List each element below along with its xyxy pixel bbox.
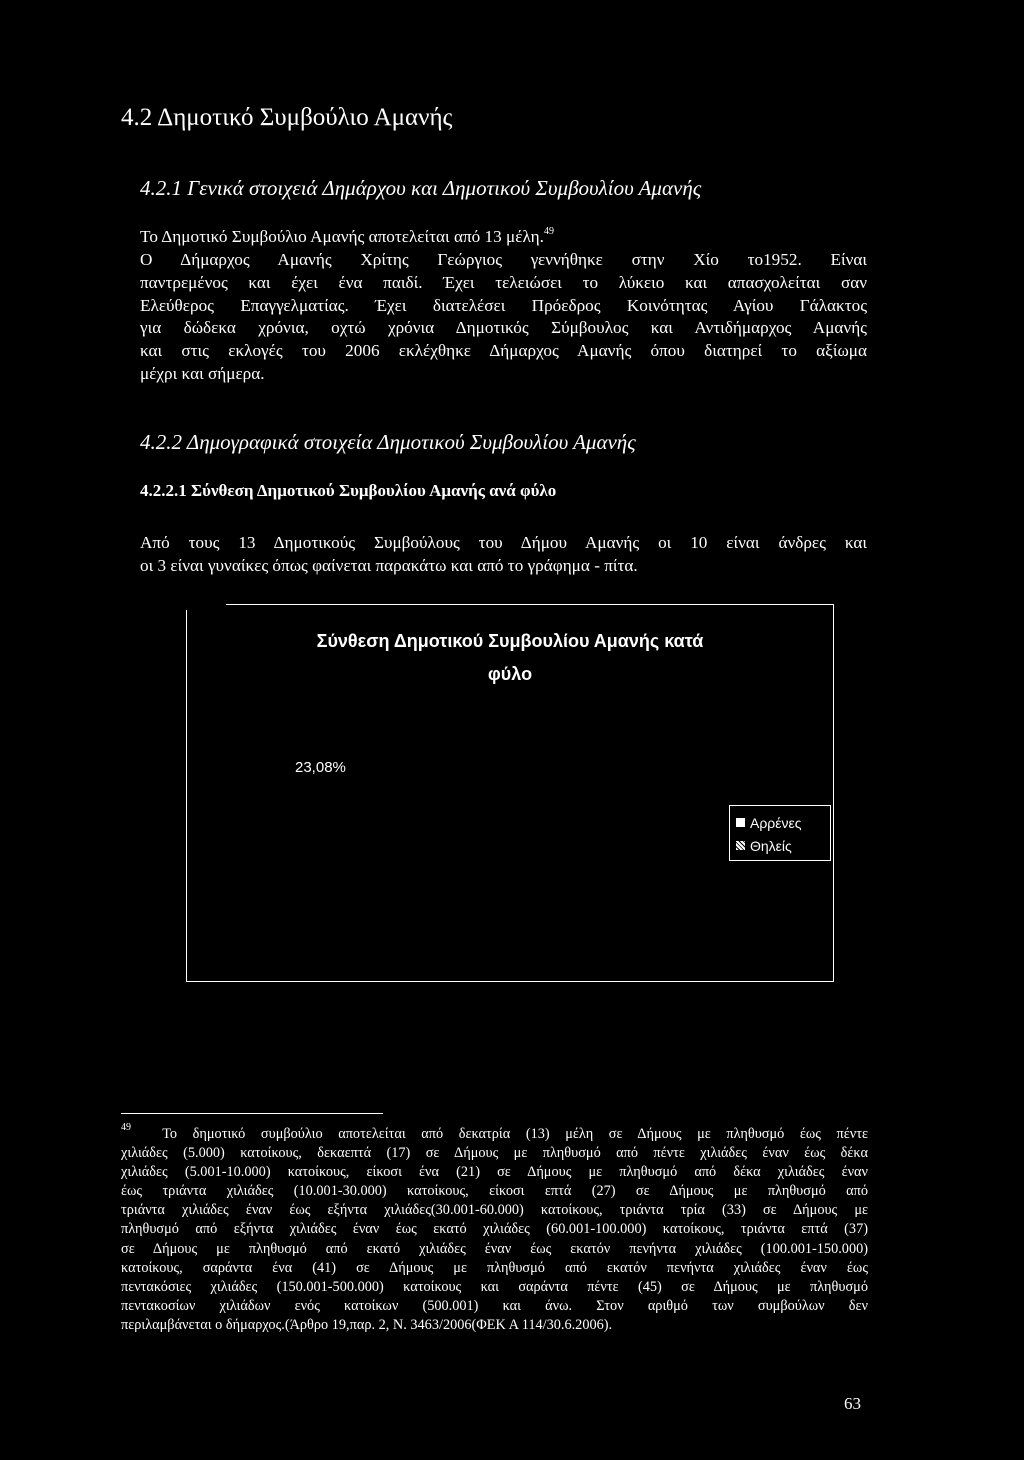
data-label-female-share: 23,08% xyxy=(295,759,346,776)
footnote-number: 49 xyxy=(121,1122,131,1133)
paragraph-line: και στις εκλογές του 2006 εκλέχθηκε Δήμαρχος Αμανής όπου διατηρεί το αξίωμα xyxy=(140,341,867,361)
footnote-line: πληθυσμό από εξήντα χιλιάδες έναν έως εκατό χιλιάδες (60.001-100.000) κατοίκους, τριάντα επτά (37) xyxy=(121,1221,868,1238)
mayor-paragraph-body xyxy=(140,249,867,386)
footnote-line: $^{49}$ Το δημοτικό συμβούλιο αποτελείται από δεκατρία (13) μέλη σε Δήμους με πληθυσμό έως πέντε xyxy=(121,1122,868,1142)
footnote-line: περιλαμβάνεται ο δήμαρχος.(Άρθρο 19,παρ. 2, Ν. 3463/2006(ΦΕΚ Α 114/30.6.2006). xyxy=(121,1316,613,1333)
footnote-line: τριάντα χιλιάδες έναν έως εξήντα χιλιάδες(30.001-60.000) κατοίκους, τριάντα τρία (33) σε Δήμους με xyxy=(121,1202,868,1219)
composition-paragraph xyxy=(140,532,867,578)
footnote-line: έως τριάντα χιλιάδες (10.001-30.000) κατοίκους, είκοσι επτά (27) σε Δήμους με πληθυσμό από xyxy=(121,1183,868,1200)
legend-item-female xyxy=(736,834,830,857)
page-number: 63 xyxy=(844,1394,861,1413)
legend-swatch-female xyxy=(736,841,745,850)
subsection-heading-demographics: 4.2.2 Δημογραφικά στοιχεία Δημοτικού Συμβουλίου Αμανής xyxy=(140,430,636,454)
mayor-paragraph xyxy=(140,226,867,249)
footnote-line: πεντακόσιες χιλιάδες (150.001-500.000) κατοίκους και σαράντα πέντε (45) σε Δήμους με πληθυσμό xyxy=(121,1278,868,1295)
subsubsection-heading: 4.2.2.1 Σύνθεση Δημοτικού Συμβουλίου Αμανής ανά φύλο xyxy=(140,481,557,500)
footnote-line: χιλιάδες (5.000) κατοίκους, δεκαεπτά (17) σε Δήμους με πληθυσμό από πέντε χιλιάδες έναν έως δέκα xyxy=(121,1145,868,1162)
pie-plot-area xyxy=(187,605,833,981)
footnote-line: χιλιάδες (5.001-10.000) κατοίκους, είκοσι ένα (21) σε Δήμους με πληθυσμό από δέκα χιλιάδες έναν xyxy=(121,1164,868,1181)
paragraph-line: Από τους 13 Δημοτικούς Συμβούλους του Δήμου Αμανής οι 10 είναι άνδρες και xyxy=(140,533,867,552)
footnote-line: πεντακοσίων χιλιάδων ενός κατοίκων (500.001) και άνω. Στον αριθμό των συμβούλων δεν xyxy=(121,1297,868,1314)
footnote xyxy=(121,1122,868,1335)
paragraph-line: για δώδεκα χρόνια, οχτώ χρόνια Δημοτικός Σύμβουλος και Αντιδήμαρχος Αμανής xyxy=(140,318,867,338)
chart-title-line: φύλο xyxy=(487,664,533,684)
footnote-line: κατοίκους, σαράντα ένα (41) σε Δήμους με πληθυσμό από εκατόν πενήντα χιλιάδες έναν έως xyxy=(121,1259,868,1276)
footnote-divider xyxy=(121,1113,383,1114)
pie-slice-Θηλείς xyxy=(418,755,517,855)
legend-label-female: Θηλείς xyxy=(750,837,792,854)
paragraph-line: Ελεύθερος Επαγγελματίας. Έχει διατελέσει Πρόεδρος Κοινότητας Αγίου Γάλακτος xyxy=(140,295,867,315)
subsection-heading-general: 4.2.1 Γενικά στοιχειά Δημάρχου και Δημοτικού Συμβουλίου Αμανής xyxy=(140,176,702,200)
chart-border-gap xyxy=(186,598,226,610)
legend-swatch-male xyxy=(736,818,745,827)
chart-legend xyxy=(729,805,831,861)
paragraph-line: παντρεμένος και έχει ένα παιδί. Έχει τελειώσει το λύκειο και απασχολείται σαν xyxy=(140,272,867,292)
chart-title-line: Σύνθεση Δημοτικού Συμβουλίου Αμανής κατά xyxy=(316,631,704,651)
paragraph-line: μέχρι και σήμερα. xyxy=(140,363,265,383)
footnote-ref: 49 xyxy=(543,226,554,237)
footnote-line: σε Δήμους με πληθυσμό από εκατό χιλιάδες έναν έως εκατόν πενήντα χιλιάδες (100.001-150.000) xyxy=(121,1240,868,1257)
paragraph-line: οι 3 είναι γυναίκες όπως φαίνεται παρακάτω και από το γράφημα - πίτα. xyxy=(140,555,638,575)
paragraph-line: Ο Δήμαρχος Αμανής Χρίτης Γεώργιος γεννήθηκε στην Χίο το1952. Είναι xyxy=(140,250,867,269)
section-heading: 4.2 Δημοτικό Συμβούλιο Αμανής xyxy=(121,104,453,131)
legend-item-male xyxy=(736,811,830,834)
pie-chart xyxy=(186,604,834,982)
legend-label-male: Αρρένες xyxy=(750,814,802,831)
paragraph-line: Το Δημοτικό Συμβούλιο Αμανής αποτελείται από 13 μέλη.$^{49}$ xyxy=(140,226,554,246)
